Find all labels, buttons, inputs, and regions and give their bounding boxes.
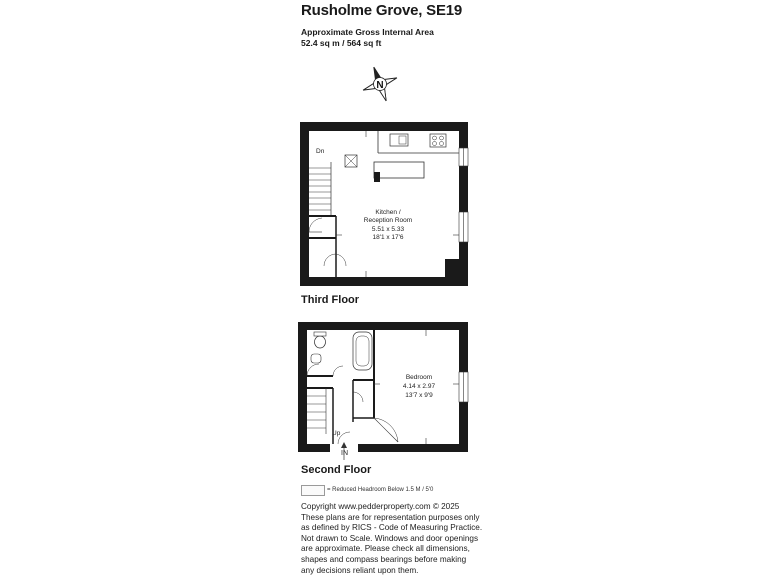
area-value: 52.4 sq m / 564 sq ft: [301, 38, 382, 48]
room-name: Bedroom: [405, 374, 433, 381]
area-label: Approximate Gross Internal Area: [301, 27, 434, 37]
disclaimer-line: as defined by RICS - Code of Measuring Practice.: [301, 523, 483, 533]
stairs-label: Up: [332, 430, 341, 437]
disclaimer: [301, 502, 501, 576]
compass-label: N: [376, 80, 384, 91]
legend-swatch: [301, 485, 325, 496]
compass-icon: [360, 64, 400, 104]
third-floor-plan: [300, 120, 470, 290]
disclaimer-line: shapes and compass bearings before making: [301, 554, 467, 564]
page-title: Rusholme Grove, SE19: [301, 2, 463, 19]
legend-text: = Reduced Headroom Below 1.5 M / 5'0: [327, 487, 434, 493]
kitchen-island: [374, 162, 424, 178]
hob-icon: [430, 134, 446, 147]
disclaimer-line: Copyright www.pedderproperty.com © 2025: [301, 502, 460, 511]
disclaimer-line: Not drawn to Scale. Windows and door openings: [301, 533, 479, 543]
stairs: [307, 388, 326, 434]
room-dimensions-imperial: 13'7 x 9'9: [405, 392, 433, 399]
room-dimensions-metric: 4.14 x 2.97: [402, 383, 436, 390]
entrance-label: IN: [341, 450, 348, 457]
disclaimer-line: any decisions reliant upon them.: [301, 565, 419, 575]
stairs-label: Dn: [316, 148, 325, 155]
toilet-icon: [315, 336, 326, 348]
room-dimensions-metric: 5.51 x 5.33: [371, 226, 405, 233]
floor-label-second: Second Floor: [301, 464, 372, 476]
stairs: [309, 162, 331, 216]
disclaimer-line: These plans are for representation purposes only: [301, 512, 480, 522]
second-floor-plan: [298, 322, 470, 464]
floor-label-third: Third Floor: [301, 294, 360, 306]
room-name: Kitchen /: [375, 209, 401, 216]
basin-icon: [311, 354, 321, 363]
disclaimer-line: are approximate. Please check all dimensions,: [301, 544, 470, 554]
room-dimensions-imperial: 18'1 x 17'6: [372, 234, 404, 241]
room-name: Reception Room: [363, 217, 413, 224]
